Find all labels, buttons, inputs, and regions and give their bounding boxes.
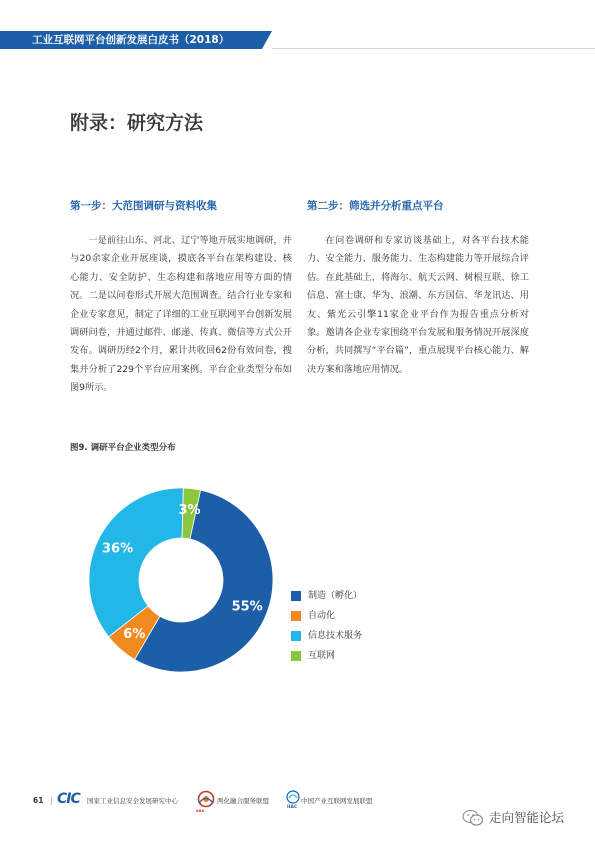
legend-label: 自动化 (308, 611, 336, 621)
donut-slice (89, 488, 183, 637)
legend-item (291, 610, 421, 630)
header-title: 工业互联网平台创新发展白皮书（2018） (32, 34, 230, 46)
watermark-text: 走向智能论坛 (489, 810, 565, 825)
footer-org-2: 两化融合服务联盟 (217, 797, 269, 805)
legend-label: 互联网 (308, 651, 336, 661)
alliance-logo-text: AIIA (196, 809, 205, 813)
header-divider (272, 48, 595, 49)
step2-body: 在问卷调研和专家访谈基础上，对各平台技术能力、安全能力、服务能力、生态构建能力等开展综合评估。在此基础上，将海尔、航天云网、树根互联、徐工信息、富士康、华为、浪潮、东方国信、华龙讯达、用友、紫光云引擎11家企业平台作为报告重点分析对象。邀请各企业专家围绕平台发展和服务情况开展深度分析，共同撰写“平台篇”，重点展现平台核心能力、解决方案和落地应用情况。 (307, 235, 529, 375)
footer-org-1: 国家工业信息安全发展研究中心 (87, 797, 178, 805)
legend-swatch (291, 631, 301, 641)
page-number: 61 (33, 796, 44, 805)
chart-legend (291, 590, 421, 670)
step2-heading: 第二步：筛选并分析重点平台 (307, 200, 444, 212)
donut-chart (88, 487, 274, 673)
legend-label: 制造（孵化） (308, 591, 363, 601)
alliance-emblem-icon (195, 790, 217, 810)
page-title: 附录：研究方法 (70, 112, 204, 134)
cic-logo: CIC (57, 791, 80, 807)
footer-org-3: 中国产业互联网发展联盟 (301, 797, 373, 805)
slice-label: 36% (101, 541, 134, 557)
slice-label: 6% (123, 627, 146, 643)
legend-swatch (291, 651, 301, 661)
step1-body: 一是前往山东、河北、辽宁等地开展实地调研，并与20余家企业开展座谈，摸底各平台在架构建设、核心能力、安全防护、生态构建和落地应用等方面的情况。二是以问卷形式开展大范围调查。结合行业专家和企业专家意见，制定了详细的工业互联网平台创新发展调研问卷，并通过邮件、邮递、传真、微信等方式公开发布。调研历经2个月，累计共收回62份有效问卷，搜集并分析了229个平台应用案例。平台企业类型分布如图9所示。 (70, 235, 292, 394)
slice-label: 55% (231, 599, 263, 615)
legend-item (291, 590, 421, 610)
step1-heading: 第一步：大范围调研与资料收集 (70, 200, 217, 212)
wechat-icon (462, 809, 484, 827)
legend-swatch (291, 611, 301, 621)
slice-label: 3% (178, 503, 201, 519)
iiac-logo-text: IIAC (287, 805, 298, 810)
legend-item (291, 630, 421, 650)
legend-label: 信息技术服务 (308, 631, 363, 641)
legend-item (291, 650, 421, 670)
legend-swatch (291, 591, 301, 601)
figure-caption: 图9. 调研平台企业类型分布 (70, 443, 176, 453)
footer-separator: | (50, 796, 53, 805)
iiac-emblem-icon (286, 790, 300, 804)
